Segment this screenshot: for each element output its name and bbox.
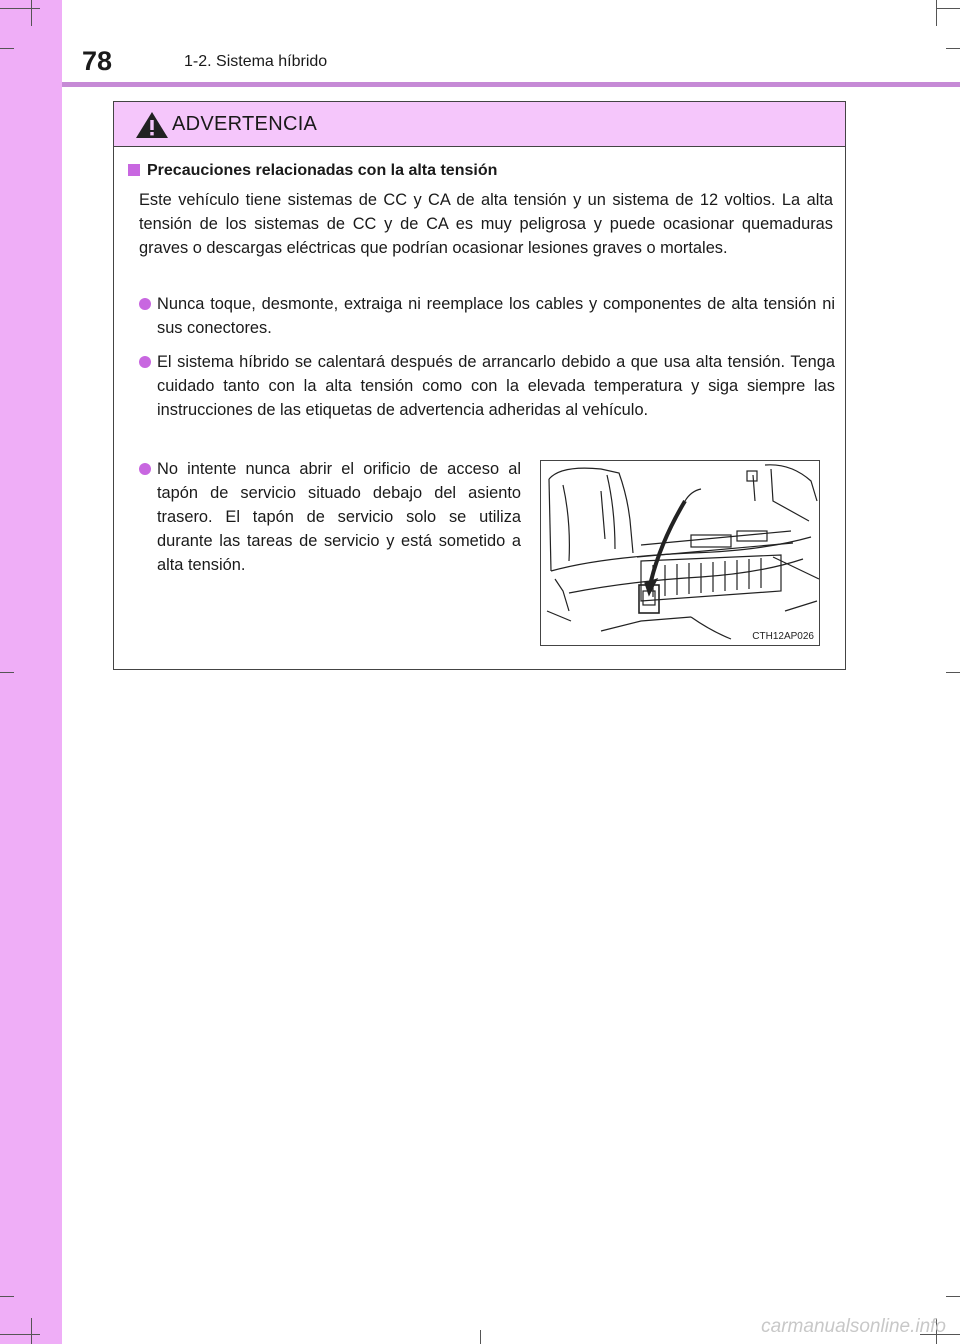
crop-mark: [946, 48, 960, 49]
bullet-item: [139, 457, 521, 577]
intro-paragraph: Este vehículo tiene sistemas de CC y CA de alta tensión y un sistema de 12 voltios. La alta tensión de los sistemas de CC y de CA es muy peligrosa y puede ocasionar quemaduras graves o descargas eléctricas que podrían ocasionar lesiones graves o mortales.: [139, 191, 833, 257]
rear-seat-line-drawing: [541, 461, 820, 646]
bullet-text: Nunca toque, desmonte, extraiga ni reemplace los cables y componentes de alta tensión ni sus conectores.: [157, 295, 835, 337]
header-rule: [62, 82, 960, 87]
section-title: 1-2. Sistema híbrido: [184, 53, 328, 70]
square-bullet-icon: [128, 164, 140, 176]
warning-title: ADVERTENCIA: [172, 113, 318, 135]
crop-mark: [0, 672, 14, 673]
figure-code: CTH12AP026: [752, 631, 814, 642]
crop-mark: [0, 1296, 14, 1297]
crop-mark: [31, 1318, 32, 1344]
page-number: 78: [82, 46, 113, 76]
subheading-text: Precauciones relacionadas con la alta tensión: [147, 162, 498, 179]
crop-mark: [480, 1330, 481, 1344]
bullet-item: [139, 292, 835, 340]
bullet-dot-icon: [139, 463, 151, 475]
crop-mark: [946, 1296, 960, 1297]
warning-subheading: [128, 162, 497, 180]
warning-header: [114, 102, 845, 147]
crop-mark: [936, 8, 960, 9]
warning-box: [113, 101, 846, 670]
bullet-item: [139, 350, 835, 422]
crop-mark: [936, 0, 937, 26]
crop-mark: [0, 48, 14, 49]
warning-triangle-icon: [134, 110, 170, 140]
watermark: carmanualsonline.info: [761, 1316, 946, 1337]
crop-mark: [0, 1334, 40, 1335]
crop-mark: [31, 0, 32, 26]
bullet-dot-icon: [139, 298, 151, 310]
bullet-dot-icon: [139, 356, 151, 368]
crop-mark: [946, 672, 960, 673]
bullet-text: El sistema híbrido se calentará después de arrancarlo debido a que usa alta tensión. Tenga cuidado tanto con la alta tensión como con la elevada temperatura y siga siempre las instrucciones de las etiquetas de advertencia adheridas al vehículo.: [157, 353, 835, 419]
bullet-text: No intente nunca abrir el orificio de acceso al tapón de servicio situado debajo del asiento trasero. El tapón de servicio solo se utiliza durante las tareas de servicio y está sometido a alta tensión.: [157, 460, 521, 574]
service-plug-illustration: [540, 460, 820, 646]
crop-mark: [0, 8, 40, 9]
